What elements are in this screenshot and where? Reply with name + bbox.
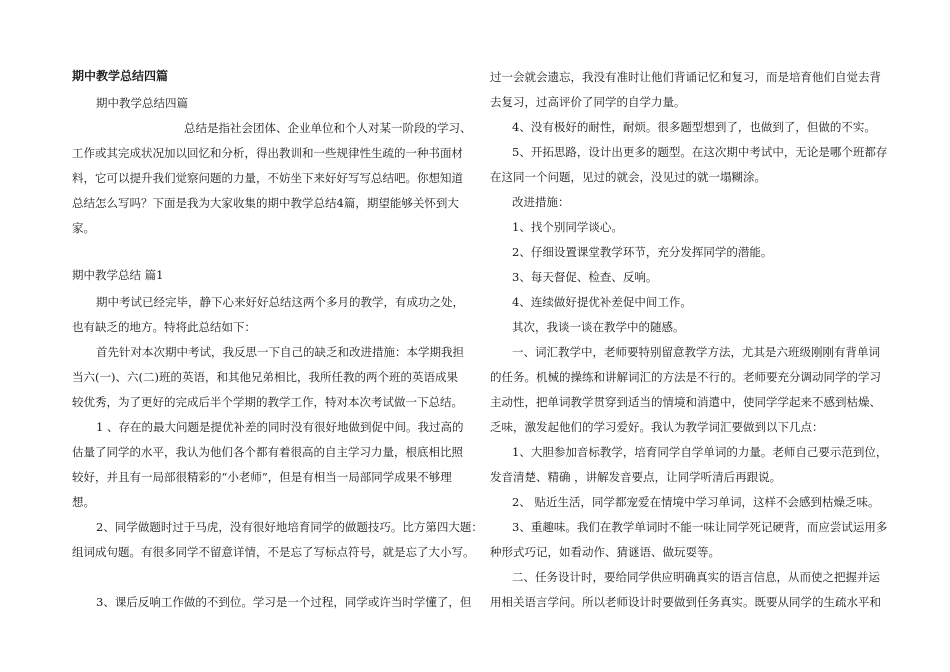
intro-line-3: 料，它可以提升我们觉察问题的力量，不妨坐下来好好写写总结吧。你想知道 [72, 171, 463, 185]
paragraph-line: 4、没有极好的耐性，耐烦。很多题型想到了，也做到了，但做的不实。 [512, 120, 876, 134]
intro-line-1: 总结是指社会团体、企业单位和个人对某一阶段的学习、 [184, 121, 472, 135]
paragraph-line: 3、重趣味。我们在教学单词时不能一味让同学死记硬背，而应尝试运用多 [512, 520, 888, 534]
section-heading-1: 期中教学总结 篇1 [72, 268, 164, 282]
subtitle: 期中教学总结四篇 [96, 96, 188, 110]
paragraph-line: 的任务。机械的操练和讲解词汇的方法是不行的。老师要充分调动同学的学习 [490, 370, 881, 384]
paragraph-line: 估量了同学的水平，我认为他们各个都有着很高的自主学习力量，根底相比照 [72, 445, 463, 459]
paragraph-line: 改进措施： [512, 195, 570, 209]
paragraph-line: 发音清楚、精确 ，讲解发音要点，让同学听清后再跟说。 [490, 470, 782, 484]
intro-line-5: 家。 [72, 221, 95, 235]
paragraph-line: 其次，我谈一谈在教学中的随感。 [512, 320, 685, 334]
paragraph-line: 1 、存在的最大问题是提优补差的同时没有很好地做到促中间。我过高的 [96, 420, 464, 434]
paragraph-line: 2、同学做题时过于马虎，没有很好地培育同学的做题技巧。比方第四大题： [96, 520, 483, 534]
list-item: 1、找个别同学谈心。 [512, 220, 623, 234]
document-title: 期中教学总结四篇 [72, 69, 169, 83]
intro-line-2: 工作或其完成状况加以回忆和分析，得出教训和一些规律性生疏的一种书面材 [72, 146, 463, 160]
paragraph-line: 较优秀，为了更好的完成后半个学期的教学工作，特对本次考试做一下总结。 [72, 395, 463, 409]
paragraph-line: 一、词汇教学中，老师要特别留意教学方法，尤其是六班级刚刚有背单词 [512, 345, 880, 359]
list-item: 4、连续做好提优补差促中间工作。 [512, 295, 692, 309]
paragraph-line: 组词成句题。有很多同学不留意详情，不是忘了写标点符号，就是忘了大小写。 [72, 545, 475, 559]
paragraph-line: 乏味，激发起他们的学习爱好。我认为教学词汇要做到以下几点： [490, 420, 824, 434]
paragraph-line: 想。 [72, 495, 95, 509]
paragraph-line: 3、课后反响工作做的不到位。学习是一个过程，同学或许当时学懂了，但 [96, 595, 472, 609]
paragraph-line: 二、任务设计时，要给同学供应明确真实的语言信息，从而使之把握并运 [512, 570, 880, 584]
paragraph-line: 首先针对本次期中考试，我反思一下自己的缺乏和改进措施：本学期我担 [96, 345, 464, 359]
paragraph-line: 期中考试已经完毕，静下心来好好总结这两个多月的教学，有成功之处， [96, 295, 464, 309]
paragraph-line: 2、 贴近生活，同学都宠爱在情境中学习单词，这样不会感到枯燥乏味。 [512, 495, 880, 509]
list-item: 2、仔细设置课堂教学环节，充分发挥同学的潜能。 [512, 245, 773, 259]
paragraph-line: 去复习，过高评价了同学的自学力量。 [490, 95, 686, 109]
paragraph-line: 种形式巧记，如看动作、猜谜语、做玩耍等。 [490, 545, 720, 559]
list-item: 3、每天督促、检查、反响。 [512, 270, 658, 284]
paragraph-line: 主动性，把单词教学贯穿到适当的情境和消遣中，使同学学起来不感到枯燥、 [490, 395, 881, 409]
paragraph-line: 用相关语言学问。所以老师设计时要做到任务真实。既要从同学的生疏水平和 [490, 595, 881, 609]
paragraph-line: 当六(一)、六(二)班的英语，和其他兄弟相比，我所任教的两个班的英语成果 [72, 370, 458, 384]
paragraph-line: 也有缺乏的地方。特将此总结如下： [72, 320, 256, 334]
paragraph-line: 过一会就会遗忘，我没有准时让他们背诵记忆和复习，而是培育他们自觉去背 [490, 70, 881, 84]
paragraph-line: 5、开拓思路，设计出更多的题型。在这次期中考试中，无论是哪个班都存 [512, 145, 888, 159]
paragraph-line: 较好，并且有一局部很精彩的“小老师”，但是有相当一局部同学成果不够理 [72, 470, 452, 484]
paragraph-line: 在这同一个问题，见过的就会，没见过的就一塌糊涂。 [490, 170, 766, 184]
intro-line-4: 总结怎么写吗？下面是我为大家收集的期中教学总结4篇，期望能够关怀到大 [72, 196, 459, 210]
paragraph-line: 1、大胆参加音标教学，培育同学自学单词的力量。老师自己要示范到位， [512, 445, 888, 459]
